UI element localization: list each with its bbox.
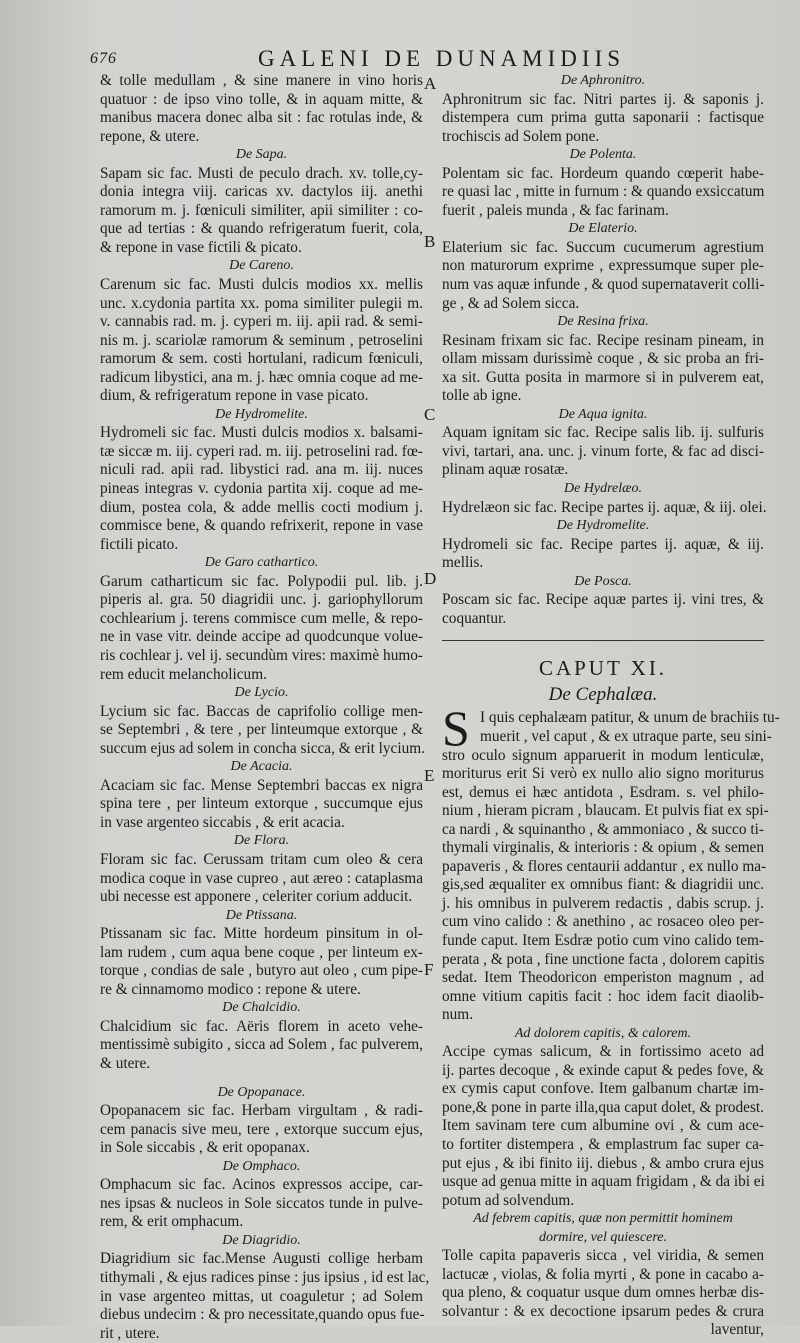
margin-letter-e: E (424, 766, 435, 785)
text-line: niculi rad. apii rad. libystici rad. ana m. iij. nuces (100, 461, 423, 479)
section-heading: De Elaterio. (568, 221, 638, 237)
text-line: ge , & ad Solem sicca. (442, 294, 580, 312)
margin-letter-f: F (424, 960, 434, 979)
margin-letter-c: C (424, 405, 436, 424)
text-line: plinam aquæ rosatæ. (442, 461, 569, 479)
chapter-subtitle: De Cephalæa. (548, 684, 658, 706)
text-line: Garum catharticum sic fac. Polypodii pul. lib. j. (100, 572, 423, 590)
text-line: mentissimè subigito , sicca ad Solem , fac pulverem, (100, 1036, 423, 1054)
text-line: Ptissanam sic fac. Mitte hordeum pinsitum in ol- (100, 925, 423, 943)
section-heading: De Posca. (574, 573, 632, 589)
text-line: diebus undecim : & pro necessitate,quando opus fue- (100, 1306, 425, 1324)
text-line: modica coque in vase cupreo , aut æreo : cataplasma (100, 869, 423, 887)
text-line: pineas integras v. cydonia partita xij. coque ad me- (100, 480, 423, 498)
text-line: & utere. (100, 1054, 151, 1072)
section-divider (442, 628, 764, 641)
text-line: Floram sic fac. Cerussam tritam cum oleo & cera (100, 850, 423, 868)
margin-letter-b: B (424, 232, 436, 251)
text-line: fuerit , paleis munda , & fac farinam. (442, 201, 669, 219)
section-heading: De Aqua ignita. (558, 406, 648, 422)
text-line: mellis. (442, 554, 484, 572)
text-line: j. his omnibus in pulverem redactis , dabis scrup. j. (442, 894, 764, 912)
text-line: Tolle capita papaveris sicca , vel viridia, & semen (442, 1247, 764, 1265)
text-line: Chalcidium sic fac. Aëris florem in aceto vehe- (100, 1017, 423, 1035)
text-line: distempera cum prima gutta saponarii : factisque (442, 109, 764, 127)
text-line: ubi necesse est apponere , celeriter corium adducit. (100, 888, 413, 906)
text-line: Accipe cymas salicum, & in fortissimo aceto ad (442, 1043, 764, 1061)
text-line: vivi, tartari, ana. unc. j. vinum forte, & fac ad disci- (442, 442, 764, 460)
text-line: lactucæ , violas, & folia myrti , & pone in cacabo a- (442, 1265, 764, 1283)
text-line: trochiscis ad Solem pone. (442, 127, 600, 145)
section-heading: De Opopanace. (217, 1084, 306, 1100)
right-column (442, 72, 780, 1340)
text-line: Aphronitrum sic fac. Nitri partes ij. & saponis j. (442, 90, 764, 108)
text-line: Hydromeli sic fac. Recipe partes ij. aquæ, & iij. (442, 535, 764, 553)
text-line: re quasi lac , mitte in furnum : & quando exsiccatum (442, 183, 765, 201)
running-title: GALENI DE DUNAMIDIIS (258, 46, 626, 71)
text-line: usque ad genua mitte in aquam frigidam , & da ibi ei (442, 1173, 765, 1191)
text-line: moriturus erit Si verò ex nullo alio signo moriturus (442, 765, 764, 783)
text-line: Resinam frixam sic fac. Recipe resinam pineam, in (442, 331, 764, 349)
drop-cap: S (442, 700, 470, 757)
text-line: stro oculo signum apparuerit in modum lenticulæ, (442, 746, 764, 764)
chapter-title: CAPUT XI. (538, 656, 668, 681)
text-line: piperis al. gra. 50 diagridii unc. j. gariophyllorum (100, 591, 423, 609)
text-line: put ejus , & ibi finito iij. diebus , & ambo crura ejus (442, 1154, 764, 1172)
text-line: Hydrelæon sic fac. Recipe partes ij. aquæ, & iij. olei. (442, 498, 767, 516)
section-heading: De Hydrelæo. (563, 481, 643, 497)
section-heading: dormire, vel quiescere. (538, 1229, 668, 1245)
spacer (100, 1074, 423, 1084)
text-line: cum vino calido : & anethino , ac rosaceo oleo per- (442, 913, 764, 931)
text-line: fictili picato. (100, 535, 179, 553)
text-line: lam rudem , cum aqua bene coque , per linteum ex- (100, 943, 423, 961)
left-column (100, 72, 430, 1343)
text-line: Carenum sic fac. Musti dulcis modios xx. mellis (100, 276, 423, 294)
text-line: quatuor : de ipso vino tolle, & in aquam mitte, & (100, 90, 423, 108)
text-line: ca nardi , & squinantho , & ammoniaco , & succo ti- (442, 820, 764, 838)
section-heading: De Omphaco. (222, 1158, 301, 1174)
text-line: muerit , vel caput , & ex utraque parte, seu sini- (480, 727, 772, 745)
text-line: rem educit melancholicum. (100, 665, 267, 683)
page-number: 676 (90, 50, 117, 67)
text-line: donia integra viij. caricas xv. dactylos iij. anethi (100, 183, 423, 201)
text-line: Diagridium sic fac.Mense Augusti collige herbam (100, 1250, 423, 1268)
text-line: ollam missam durissimè coque , & sic proba an fri- (442, 350, 764, 368)
section-heading: De Careno. (229, 258, 294, 274)
right-column-recipes (442, 72, 767, 628)
text-line: Acaciam sic fac. Mense Septembri baccas ex nigra (100, 776, 423, 794)
text-line: & repone in vase fictili & picato. (100, 238, 302, 256)
text-line: v. cannabis rad. m. j. cyperi m. iij. apii rad. & semi- (100, 313, 423, 331)
text-line: Aquam ignitam sic fac. Recipe salis lib. ij. sulfuris (442, 424, 764, 442)
text-line: rit , utere. (100, 1324, 160, 1342)
text-line: Lycium sic fac. Baccas de caprifolio collige men- (100, 702, 423, 720)
text-line: in vase argenteo siccabis , & erit acacia. (100, 813, 345, 831)
text-line: cochlearium j. terens commisce cum melle, & repo- (100, 609, 423, 627)
text-line: Hydromeli sic fac. Musti dulcis modios x. balsami- (100, 424, 423, 442)
text-line: que ad tertias : & quando refrigeratum fuerit, cola, (100, 220, 423, 238)
text-line: Item savinam tere cum albumine ovi , & cum ace- (442, 1117, 764, 1135)
text-line: pone,& pone in parte illa,qua caput dolet, & prodest. (442, 1098, 764, 1116)
text-line: tithymali , & ejus radices pinse : jus ipsius , id est lac, (100, 1269, 430, 1286)
text-line: gis,sed æqualiter ex omnibus fiant: & diagridii unc. (442, 876, 764, 894)
section-heading: De Resina frixa. (557, 314, 649, 330)
section-heading: Ad febrem capitis, quæ non permittit hominem (473, 1211, 733, 1227)
text-line: solvantur : & ex decoctione ipsarum pedes & crura (442, 1302, 764, 1320)
text-line: Elaterium sic fac. Succum cucumerum agrestium (442, 238, 764, 256)
text-line: perata , & pota , fine unctione facta , dolorem capitis (442, 950, 765, 968)
text-line: nium , hieram picram , blaucam. Et pulvis fiat ex spi- (442, 802, 769, 820)
margin-letter-a: A (424, 74, 437, 93)
margin-letter-d: D (424, 569, 437, 588)
text-line: ramorum m. j. fœniculi similiter, apii similiter : co- (100, 201, 423, 219)
text-line: in Sole siccabis , & erit opopanax. (100, 1139, 310, 1157)
section-heading: De Hydromelite. (556, 518, 650, 534)
section-heading: De Flora. (233, 833, 290, 849)
right-column-chapter-text (442, 746, 769, 1322)
section-heading: De Acacia. (230, 759, 293, 775)
text-line: dium, & refrigeratum repone in vase picato. (100, 387, 369, 405)
text-line: tolle ab igne. (442, 387, 522, 405)
text-line: manibus macera donec alba sit : fac rotulas inde, & (100, 109, 423, 127)
text-line: est, demus ei hæc antidota , Esdram. s. vel philo- (442, 783, 764, 801)
text-line: torque , condias de sale , butyro aut oleo , cum pipe- (100, 962, 423, 980)
text-line: omne vitium capitis facit : hoc idem facit diaolib- (442, 987, 764, 1005)
text-line: coquantur. (442, 609, 507, 627)
text-line: thymali virginalis, & interioris : & opium , & semen (442, 839, 764, 857)
section-heading: De Chalcidio. (222, 1000, 301, 1016)
text-line: dium, postea cola, & adde mellis cocti modium j. (100, 498, 423, 516)
text-line: tæ siccæ m. iij. cyperi rad. m. iij. petroselini rad. fœ- (100, 442, 423, 460)
text-line: nis m. j. scariolæ ramorum & seminum , petroselini (100, 331, 423, 349)
text-line: Poscam sic fac. Recipe aquæ partes ij. vini tres, & (442, 591, 764, 609)
text-line: qua pleno, & coquatur usque dum omnes herbæ dis- (442, 1284, 764, 1302)
text-line: ne in vase vitr. deinde accipe ad quodcunque volue- (100, 628, 423, 646)
text-line: I quis cephalæam patitur, & unum de brachiis tu- (480, 709, 780, 727)
text-line: unc. x.cydonia partita xx. poma similiter pulegii m. (100, 294, 423, 312)
text-line: & tolle medullam , & sine manere in vino horis (100, 72, 423, 89)
text-line: succum ejus ad solem in concha sicca, & erit lycium. (100, 739, 425, 757)
section-heading: De Hydromelite. (215, 406, 308, 422)
text-line: Sapam sic fac. Musti de peculo drach. xv. tolle,cy- (100, 164, 423, 182)
text-line: nes ipsas & nucleos in Sole siccatos tunde in pulve- (100, 1194, 423, 1212)
text-line: radicum libystici, ana m. j. hæc omnia coque ad me- (100, 368, 423, 386)
page-header (90, 44, 790, 74)
section-heading: De Diagridio. (222, 1232, 301, 1248)
text-line: ramorum & sem. costi hortulani, radicum fœniculi, (100, 350, 423, 368)
text-line: repone, & utere. (100, 127, 200, 145)
text-line: papaveris , & flores centaurii addantur , ex nullo ma- (442, 857, 767, 875)
text-line: Opopanacem sic fac. Herbam virgultam , & radi- (100, 1102, 423, 1120)
text-line: Omphacum sic fac. Acinos expressos accipe, car- (100, 1176, 423, 1194)
text-line: commisce bene, & quando refrixerit, repone in vase (100, 517, 423, 535)
text-line: se Septembri , & tere , per linteumque extorque , & (100, 721, 423, 739)
catchword: laventur, (710, 1321, 764, 1339)
text-line: ex cymis caput confove. Item galbanum chartæ im- (442, 1080, 764, 1098)
text-line: spina tere , per linteum extorque , succumque ejus (100, 795, 423, 813)
text-line: sedat. Item Theodoricon emperiston magnum , ad (442, 969, 764, 987)
text-line: potum ad solvendum. (442, 1191, 575, 1209)
text-line: re & cinnamomo modico : repone & utere. (100, 980, 361, 998)
section-heading: De Sapa. (235, 147, 288, 163)
text-line: ris cochlear j. vel ij. secundùm vires: maximè humo- (100, 646, 423, 664)
section-heading: De Aphronitro. (560, 73, 646, 88)
text-line: Polentam sic fac. Hordeum quando cœperit habe- (442, 164, 764, 182)
text-line: cem panacis sive meu, tere , extorque succum ejus, (100, 1120, 423, 1138)
section-heading: De Garo cathartico. (204, 555, 319, 571)
text-line: rem, & erit omphacum. (100, 1213, 244, 1231)
text-line: ij. partes decoque , & exinde caput & pedes fove, & (442, 1061, 764, 1079)
text-line: in vase argenteo mittas, ut coaguletur ; ad Solem (100, 1287, 423, 1305)
text-line: num. (442, 1006, 474, 1024)
section-heading: De Polenta. (569, 147, 637, 163)
text-line: num vas aquæ infunde , & quod supernataverit colli- (442, 276, 765, 294)
text-line: non maturorum exprime , expressumque super ple- (442, 257, 764, 275)
section-heading: Ad dolorem capitis, & calorem. (514, 1025, 692, 1041)
section-heading: De Ptissana. (225, 907, 298, 923)
text-line: xa sit. Gutta posita in marmore si in pulverem eat, (442, 368, 764, 386)
section-heading: De Lycio. (234, 685, 289, 701)
text-line: funde caput. Item Esdræ potio cum vino calido tem- (442, 931, 764, 949)
text-line: to fortiter distempera , & emplastrum fac super ca- (442, 1135, 764, 1153)
